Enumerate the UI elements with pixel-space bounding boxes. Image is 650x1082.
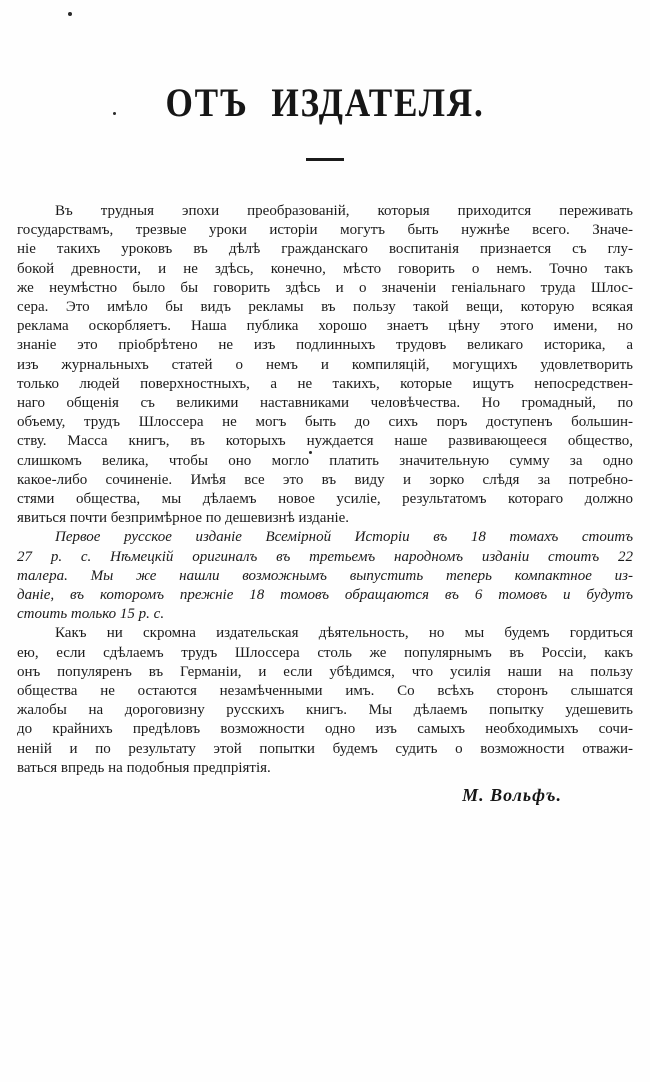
text-line: стями общества, мы дѣлаемъ новое усиліе, результатомъ котораго должно	[17, 491, 633, 508]
text-line: жалобы на дороговизну русскихъ книгъ. Мы дѣлаемъ попытку удешевить	[17, 702, 633, 719]
text-line: Какъ ни скромна издательская дѣятельность, но мы будемъ гордиться	[55, 625, 633, 642]
title-divider	[306, 158, 344, 161]
scan-speck	[68, 12, 72, 16]
text-line: наго общенія съ великими наставниками человѣчества. Но громадный, по	[17, 395, 633, 412]
text-line: явиться почти безпримѣрное по дешевизнѣ изданіе.	[17, 510, 350, 527]
text-line: же неумѣстно было бы говорить здѣсь и о значеніи геніальнаго труда Шлос-	[17, 279, 633, 296]
text-line: 27 р. с. Нѣмецкій оригиналъ въ третьемъ народномъ изданіи стоитъ 22	[17, 548, 633, 565]
text-line: бокой древности, и не здѣсь, конечно, мѣсто говорить о немъ. Точно такъ	[17, 260, 633, 277]
text-line: общества не остаются незамѣченными имъ. Со всѣхъ сторонъ слышатся	[17, 683, 633, 700]
text-line: реклама оскорбляетъ. Наша публика хорошо знаетъ цѣну этого имени, но	[17, 318, 633, 335]
paragraph-intro	[17, 202, 633, 528]
text-line: сера. Это имѣло бы видъ рекламы въ пользу такой вещи, которую всякая	[17, 299, 633, 316]
text-line: знаніе это пріобрѣтено не изъ подлинныхъ трудовъ великаго историка, а	[17, 337, 633, 354]
text-line: объему, трудъ Шлоссера не могъ быть до сихъ поръ доступенъ большин-	[17, 414, 633, 431]
text-line: ваться впредь на подобныя предпріятія.	[17, 759, 271, 776]
text-block	[17, 202, 633, 778]
text-line: Первое русское изданіе Всемірной Исторіи въ 18 томахъ стоитъ	[55, 529, 633, 546]
text-line: ству. Масса книгъ, въ которыхъ нуждается наше развивающееся общество,	[17, 433, 633, 450]
text-line: только людей поверхностныхъ, а не такихъ, которые ищутъ непосредствен-	[17, 375, 633, 392]
text-line: ніе такихъ уроковъ въ дѣлѣ гражданскаго воспитанія признается съ глу-	[17, 241, 633, 258]
publisher-signature: М. Вольфъ.	[462, 785, 562, 805]
paragraph-pricing	[17, 528, 633, 624]
paragraph-closing	[17, 624, 633, 778]
page-title: ОТЪ ИЗДАТЕЛЯ.	[165, 80, 485, 125]
text-line: талера. Мы же нашли возможнымъ выпустить теперь компактное из-	[17, 567, 633, 584]
text-line: стоить только 15 р. с.	[17, 606, 165, 623]
text-line: изъ журнальныхъ статей о немъ и компиляцій, могущихъ удовлетворить	[17, 356, 633, 373]
text-line: до крайнихъ предѣловъ возможности одно изъ самыхъ необходимыхъ сочи-	[17, 721, 633, 738]
text-line: Въ трудныя эпохи преобразованій, которыя приходится переживать	[55, 203, 633, 219]
text-line: слишкомъ велика, чтобы оно могло платить значительную сумму за одно	[17, 452, 633, 469]
text-line: государствамъ, трезвые уроки исторіи могутъ быть нужнѣе всего. Значе-	[17, 222, 633, 239]
text-line: какое-либо сочиненіе. Имѣя все это въ виду и зорко слѣдя за потребно-	[17, 471, 633, 488]
text-line: онъ популяренъ въ Германіи, и если убѣдимся, что усилія наши на пользу	[17, 663, 633, 680]
text-line: ею, если сдѣлаемъ трудъ Шлоссера столь же популярнымъ въ Россіи, какъ	[17, 644, 633, 661]
text-line: даніе, въ которомъ прежніе 18 томовъ обращаются въ 6 томовъ и будутъ	[17, 587, 633, 604]
text-line: неній и по результату этой попытки будемъ судить о возможности отважи-	[17, 740, 633, 757]
